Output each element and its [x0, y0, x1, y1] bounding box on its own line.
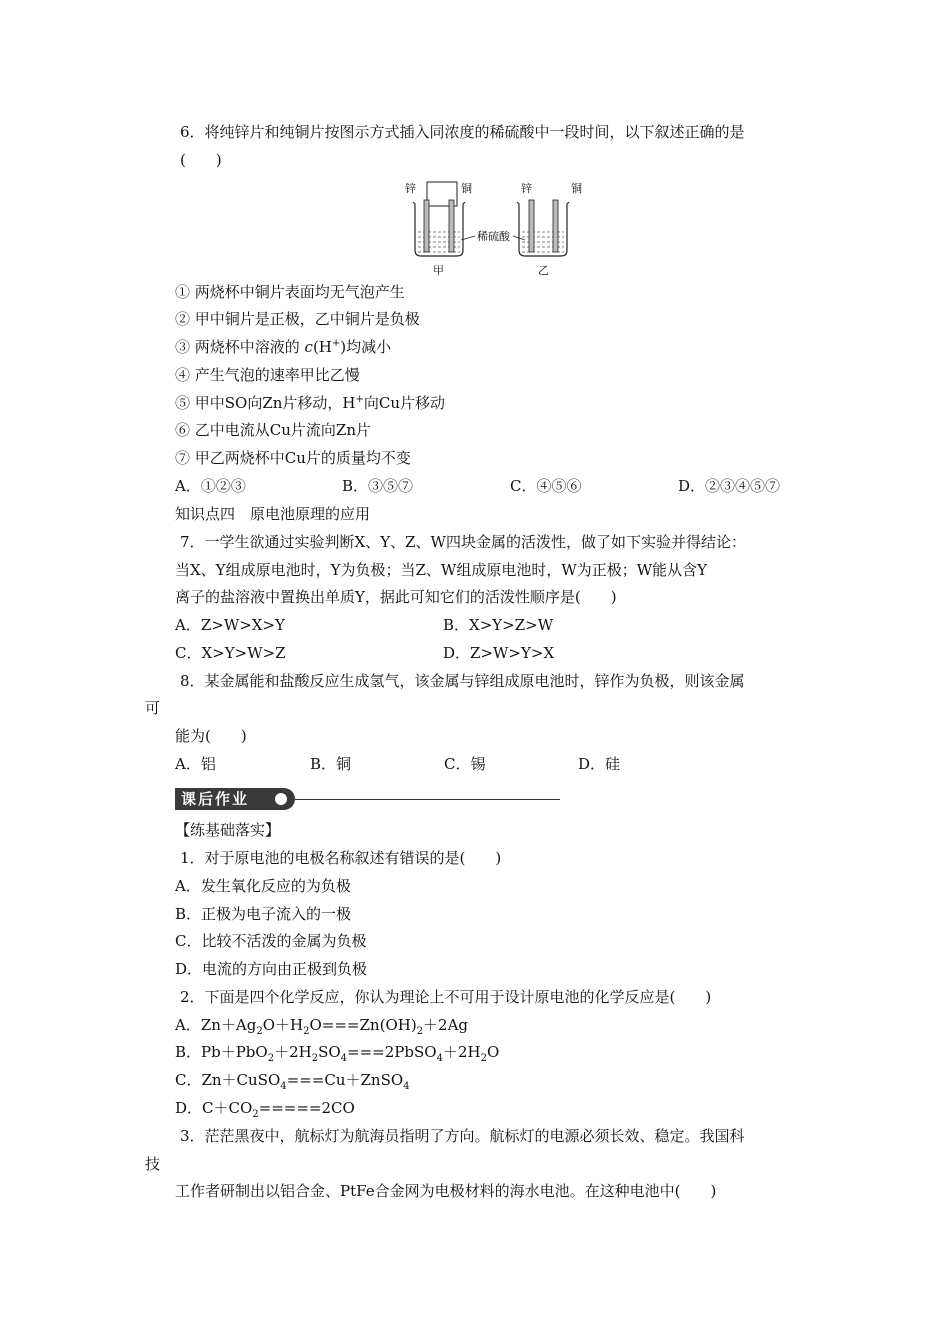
q8-option-c: C．锡: [444, 755, 486, 773]
fig-acid-label: 稀硫酸: [477, 230, 510, 243]
beaker-yi: [517, 181, 582, 277]
knowledge-point-heading: 知识点四 原电池原理的应用: [175, 505, 371, 523]
q6-statement-6: ⑥ 乙中电流从Cu片流向Zn片: [175, 421, 371, 439]
p1-option-a: A．发生氧化反应的为负极: [175, 877, 351, 895]
q7-option-b: B．X>Y>Z>W: [443, 616, 554, 634]
q8-line-1: 8．某金属能和盐酸反应生成氢气，该金属与锌组成原电池时，锌作为负极，则该金属: [180, 672, 745, 690]
fig-right-zn: 锌: [521, 182, 532, 195]
q6-statement-2: ② 甲中铜片是正极，乙中铜片是负极: [175, 310, 420, 328]
q7-option-a: A．Z>W>X>Y: [175, 616, 285, 634]
fig-left-zn: 锌: [405, 182, 416, 195]
q7-option-d: D．Z>W>Y>X: [443, 644, 555, 662]
q8-option-d: D．硅: [578, 755, 621, 773]
p2-option-c: C．Zn＋CuSO$_4$===Cu＋ZnSO$_4$: [175, 1071, 410, 1092]
fig-label-jia: 甲: [433, 264, 444, 277]
q6-option-b: B．③⑤⑦: [342, 477, 414, 495]
q6-option-a: A．①②③: [175, 477, 246, 495]
section-basic-heading: 【练基础落实】: [175, 821, 281, 839]
q6-option-d: D．②③④⑤⑦: [678, 477, 781, 495]
q6-statement-1: ① 两烧杯中铜片表面均无气泡产生: [175, 283, 405, 301]
beaker-figure: [405, 180, 605, 280]
fig-label-yi: 乙: [538, 264, 549, 277]
homework-banner: [175, 785, 560, 811]
p3-line-1-wrap: 技: [145, 1155, 161, 1173]
q6-statement-3: ③ 两烧杯中溶液的 c(H+)均减小: [175, 338, 392, 356]
q6-option-c: C．④⑤⑥: [510, 477, 582, 495]
q7-option-c: C．X>Y>W>Z: [175, 644, 286, 662]
p3-line-2: 工作者研制出以铝合金、PtFe合金网为电极材料的海水电池。在这种电池中( ): [175, 1182, 717, 1200]
q6-statement-5: ⑤ 甲中SO向Zn片移动，H+向Cu片移动: [175, 394, 446, 412]
fig-left-cu: 铜: [461, 182, 472, 195]
q6-statement-4: ④ 产生气泡的速率甲比乙慢: [175, 366, 360, 384]
beaker-jia: [405, 181, 472, 277]
q6-statement-7: ⑦ 甲乙两烧杯中Cu片的质量均不变: [175, 449, 411, 467]
p2-stem: 2．下面是四个化学反应，你认为理论上不可用于设计原电池的化学反应是( ): [180, 988, 712, 1006]
p1-option-c: C．比较不活泼的金属为负极: [175, 932, 367, 950]
p2-option-d: D．$C+CO_2=====2CO$: [175, 1099, 355, 1120]
p1-stem: 1．对于原电池的电极名称叙述有错误的是( ): [180, 849, 502, 867]
q8-line-1-wrap: 可: [145, 699, 161, 717]
q8-option-b: B．铜: [310, 755, 352, 773]
q6-paren: ( ): [180, 151, 222, 169]
banner-title: 课后作业: [181, 790, 250, 808]
p3-line-1: 3．茫茫黑夜中，航标灯为航海员指明了方向。航标灯的电源必须长效、稳定。我国科: [180, 1127, 745, 1145]
q7-line-1: 7．一学生欲通过实验判断X、Y、Z、W四块金属的活泼性，做了如下实验并得结论：: [180, 533, 746, 551]
q7-line-2: 当X、Y组成原电池时，Y为负极；当Z、W组成原电池时，W为正极；W能从含Y: [175, 561, 708, 579]
p2-option-b: B．$Pb+PbO_2+2H_2SO_4===2PbSO_4+2H_2O$: [175, 1043, 500, 1064]
q6-stem: 6．将纯锌片和纯铜片按图示方式插入同浓度的稀硫酸中一段时间，以下叙述正确的是: [180, 123, 745, 141]
circle-icon: [275, 793, 287, 805]
q7-line-3: 离子的盐溶液中置换出单质Y，据此可知它们的活泼性顺序是( ): [175, 588, 617, 606]
fig-right-cu: 铜: [571, 182, 582, 195]
p1-option-d: D．电流的方向由正极到负极: [175, 960, 368, 978]
q8-line-2: 能为( ): [175, 727, 247, 745]
p1-option-b: B．正极为电子流入的一极: [175, 905, 352, 923]
banner-rule: [295, 799, 560, 800]
q8-option-a: A．铝: [175, 755, 216, 773]
p2-option-a: A．$Zn+Ag_2O+H_2O===Zn(OH)_2+2Ag$: [175, 1016, 469, 1037]
